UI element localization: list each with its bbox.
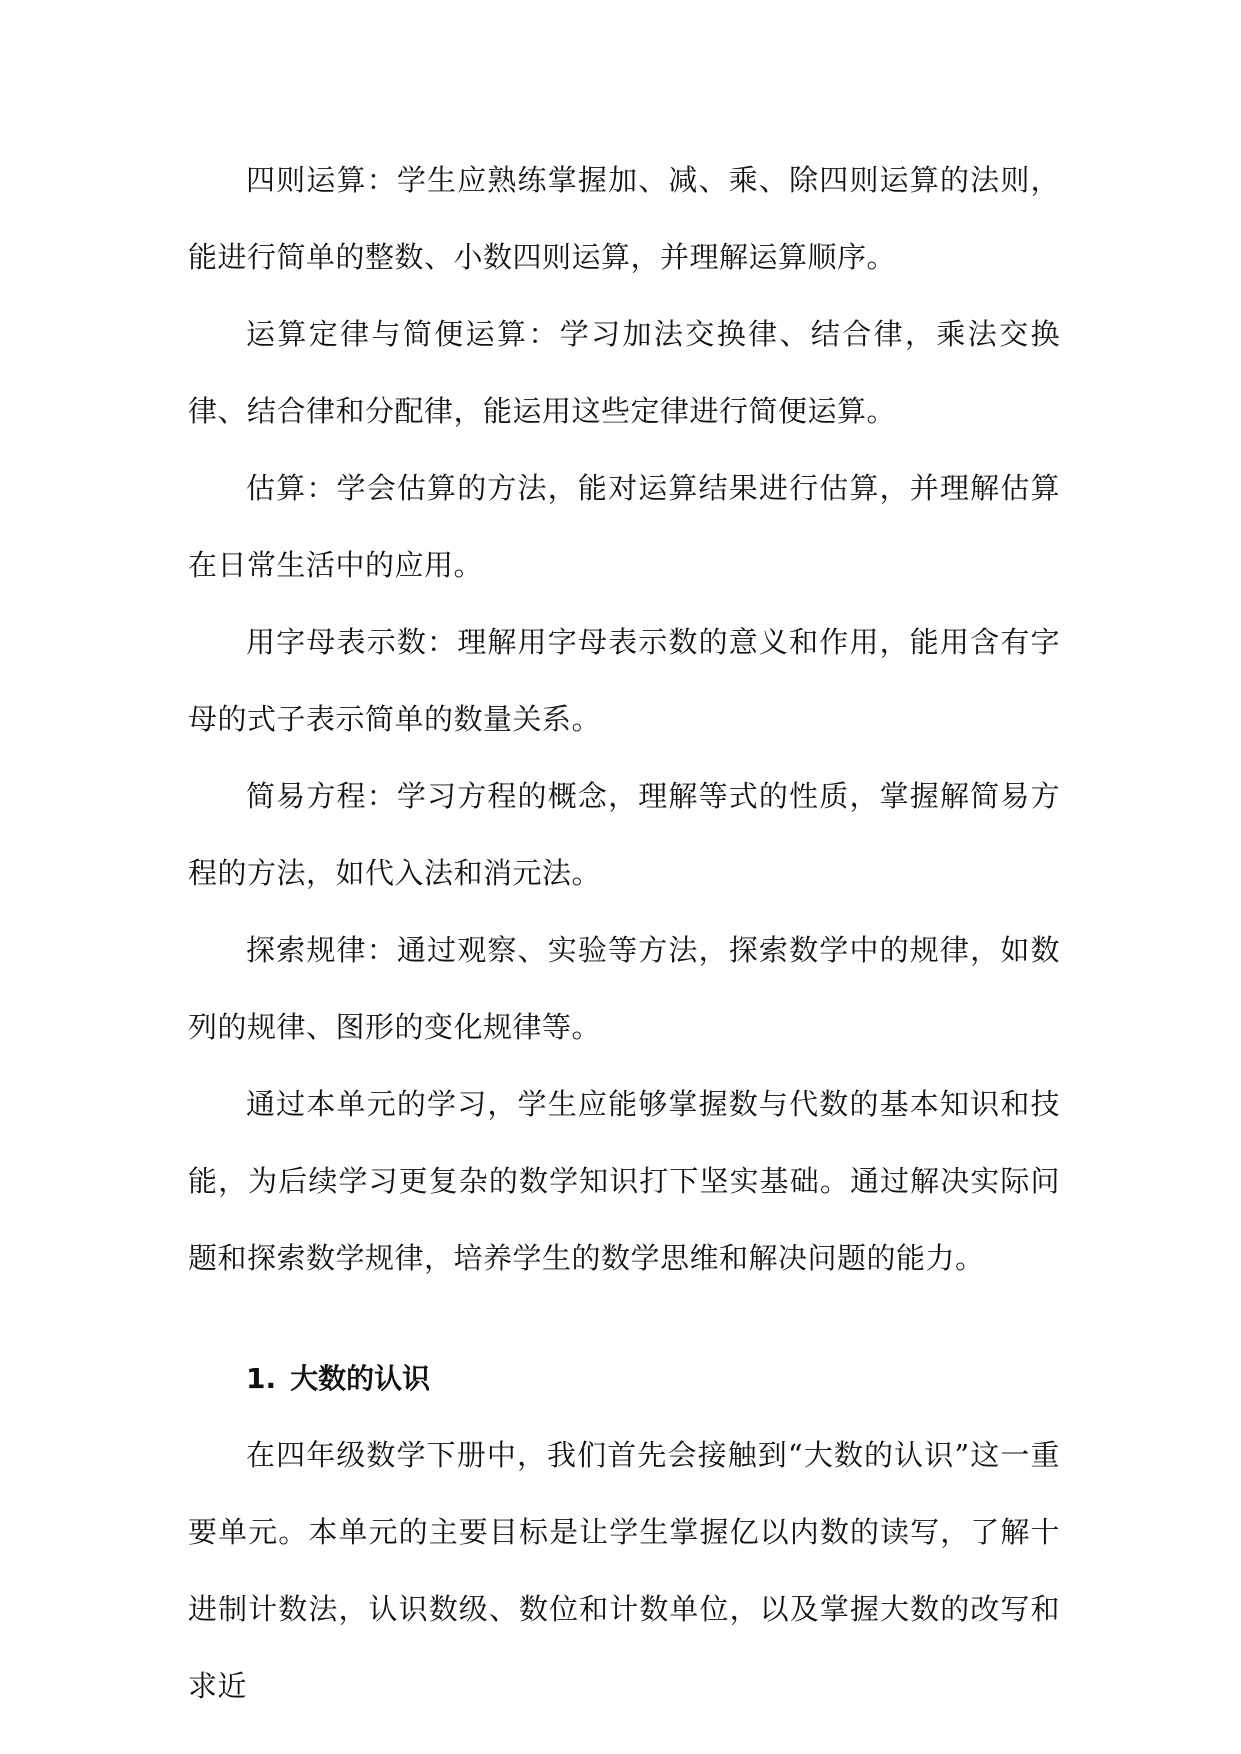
paragraph-simple-equations: 简易方程：学习方程的概念，理解等式的性质，掌握解简易方程的方法，如代入法和消元法。 bbox=[188, 779, 1060, 890]
section-title: 大数的认识 bbox=[290, 1362, 431, 1395]
document-body bbox=[188, 142, 1060, 1725]
section-heading bbox=[188, 1297, 1060, 1417]
paragraph-operation-laws: 运算定律与简便运算：学习加法交换律、结合律，乘法交换律、结合律和分配律，能运用这些定律进行简便运算。 bbox=[188, 317, 1060, 428]
paragraph-four-operations: 四则运算：学生应熟练掌握加、减、乘、除四则运算的法则，能进行简单的整数、小数四则运算，并理解运算顺序。 bbox=[188, 163, 1060, 274]
paragraph-unit-summary: 通过本单元的学习，学生应能够掌握数与代数的基本知识和技能，为后续学习更复杂的数学知识打下坚实基础。通过解决实际问题和探索数学规律，培养学生的数学思维和解决问题的能力。 bbox=[188, 1087, 1060, 1275]
section-number: 1. bbox=[246, 1362, 277, 1395]
paragraph-estimation: 估算：学会估算的方法，能对运算结果进行估算，并理解估算在日常生活中的应用。 bbox=[188, 471, 1060, 582]
paragraph-exploring-patterns: 探索规律：通过观察、实验等方法，探索数学中的规律，如数列的规律、图形的变化规律等。 bbox=[188, 933, 1060, 1044]
paragraph-letters-as-numbers: 用字母表示数：理解用字母表示数的意义和作用，能用含有字母的式子表示简单的数量关系。 bbox=[188, 625, 1060, 736]
paragraph-big-numbers-intro: 在四年级数学下册中，我们首先会接触到“大数的认识”这一重要单元。本单元的主要目标是让学生掌握亿以内数的读写，了解十进制计数法，认识数级、数位和计数单位，以及掌握大数的改写和求近 bbox=[188, 1438, 1060, 1703]
